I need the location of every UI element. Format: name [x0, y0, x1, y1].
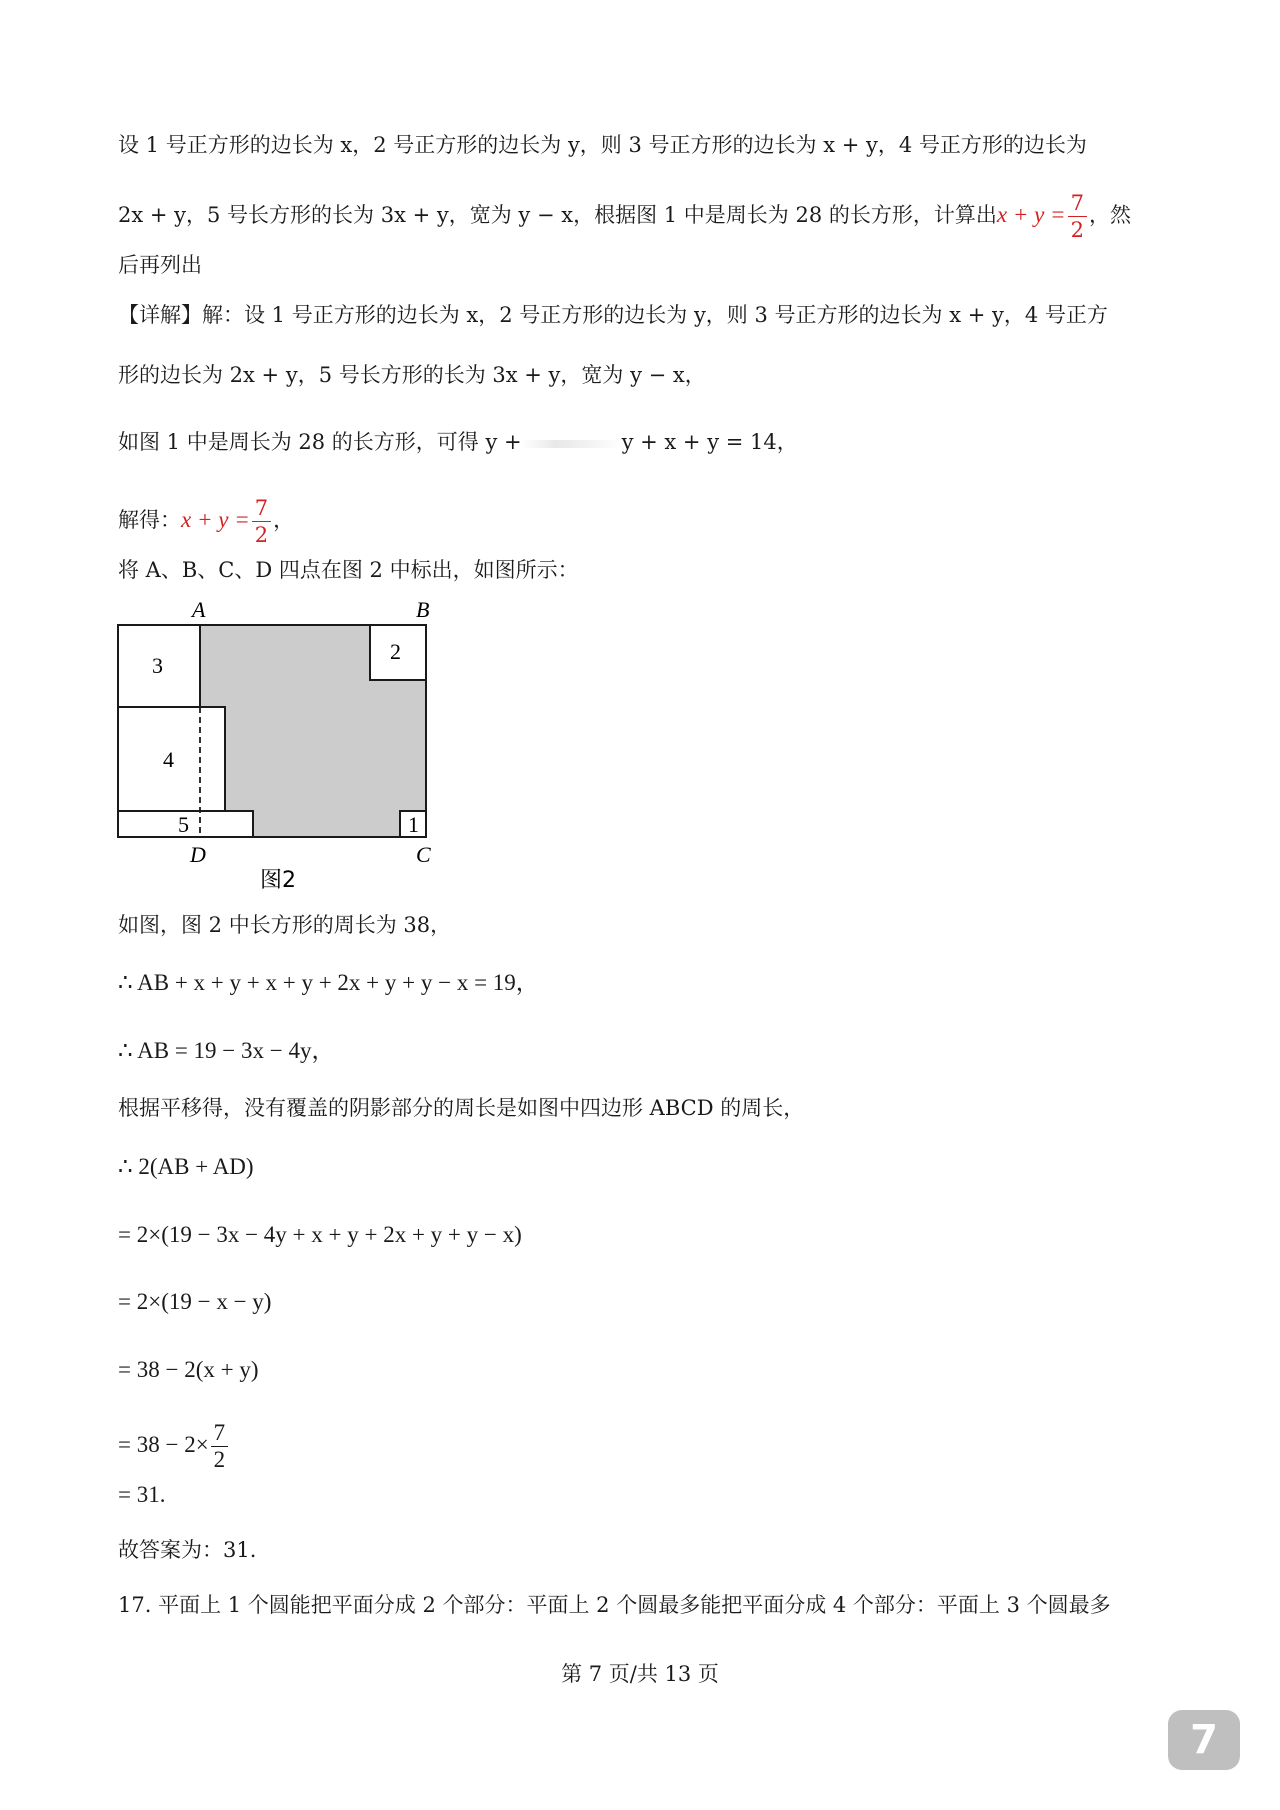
page-number-badge[interactable]: 7	[1168, 1710, 1240, 1770]
paragraph-line-1: 设 1 号正方形的边长为 x，2 号正方形的边长为 y，则 3 号正方形的边长为 x + y，4 号正方形的边长为	[118, 133, 1087, 157]
point-c: C	[416, 842, 431, 867]
equation-step-5: = 38 − 2× $\frac{7}{2}$	[118, 1420, 1180, 1473]
fraction-7-2: $\frac{7}{2}$	[211, 1420, 229, 1473]
point-a: A	[192, 597, 206, 622]
paragraph-line-3: 后再列出	[118, 253, 202, 277]
label-4: 4	[163, 747, 174, 772]
label-3: 3	[152, 653, 163, 678]
equation-ab-value: ∴ AB = 19 − 3x − 4y，	[118, 1038, 335, 1063]
point-b: B	[416, 597, 430, 622]
fraction-7-2: $\frac{7}{2}$	[252, 495, 271, 548]
mark-points-line: 将 A、B、C、D 四点在图 2 中标出，如图所示：	[118, 558, 579, 582]
label-5: 5	[178, 812, 189, 837]
translation-explanation: 根据平移得，没有覆盖的阴影部分的周长是如图中四边形 ABCD 的周长，	[118, 1096, 805, 1120]
blurred-region	[522, 440, 622, 448]
label-2: 2	[390, 639, 401, 664]
figure-caption: 图2	[260, 868, 296, 893]
equation-step-2: = 2×(19 − 3x − 4y + x + y + 2x + y + y − x)	[118, 1222, 522, 1247]
equation-perimeter-28: 如图 1 中是周长为 28 的长方形，可得 y + y + x + y = 14，	[118, 430, 798, 454]
page-footer: 第 7 页/共 13 页	[561, 1662, 719, 1686]
question-17: 17. 平面上 1 个圆能把平面分成 2 个部分：平面上 2 个圆最多能把平面分成 4 个部分：平面上 3 个圆最多	[118, 1593, 1111, 1617]
perimeter-38-line: 如图，图 2 中长方形的周长为 38，	[118, 913, 452, 937]
equation-step-4: = 38 − 2(x + y)	[118, 1357, 259, 1382]
fraction-7-2: $\frac{7}{2}$	[1068, 190, 1087, 243]
equation-step-1: ∴ 2(AB + AD)	[118, 1154, 254, 1179]
point-d: D	[190, 842, 206, 867]
paragraph-line-2: 2x + y，5 号长方形的长为 3x + y，宽为 y − x，根据图 1 中是周长为 28 的长方形，计算出x + y = $\frac{7}{2}$ ，然	[118, 191, 1131, 242]
detail-line-1: 【详解】解：设 1 号正方形的边长为 x，2 号正方形的边长为 y，则 3 号正方形的边长为 x + y，4 号正方	[118, 303, 1108, 327]
answer-line: 故答案为：31.	[118, 1538, 257, 1562]
solution-line: 解得：x + y = $\frac{7}{2}$ ，	[118, 496, 295, 547]
detail-line-2: 形的边长为 2x + y，5 号长方形的长为 3x + y，宽为 y − x，	[118, 363, 706, 387]
equation-step-3: = 2×(19 − x − y)	[118, 1289, 272, 1314]
label-1: 1	[408, 812, 419, 837]
figure-2-diagram	[108, 595, 448, 895]
equation-result: = 31.	[118, 1482, 166, 1507]
equation-ab-19: ∴ AB + x + y + x + y + 2x + y + y − x = 19，	[118, 970, 539, 995]
